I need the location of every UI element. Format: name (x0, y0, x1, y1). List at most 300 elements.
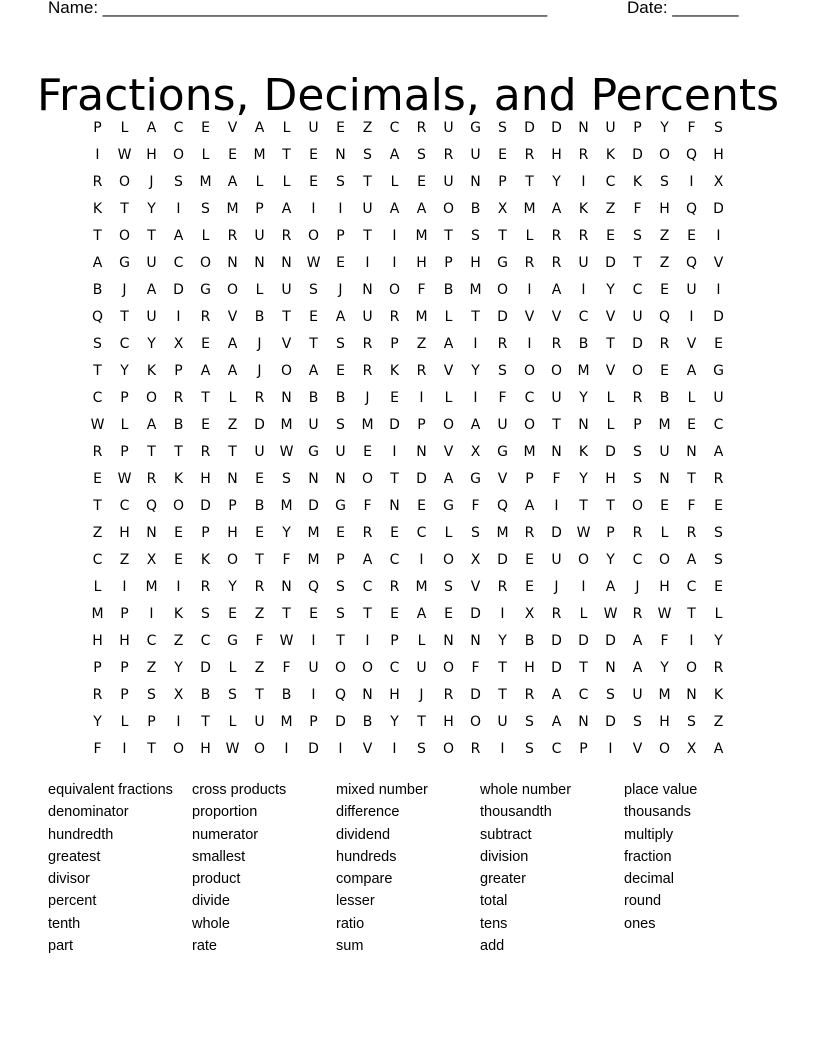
grid-letter[interactable]: Z (173, 632, 184, 649)
grid-letter[interactable]: U (308, 119, 319, 136)
grid-letter[interactable]: S (417, 740, 426, 757)
grid-letter[interactable]: J (257, 335, 262, 352)
grid-letter[interactable]: N (578, 713, 589, 730)
grid-letter[interactable]: F (282, 551, 291, 568)
grid-letter[interactable]: E (660, 281, 669, 298)
grid-letter[interactable]: T (498, 686, 507, 703)
grid-letter[interactable]: R (200, 443, 211, 460)
grid-letter[interactable]: L (525, 227, 534, 244)
grid-letter[interactable]: X (173, 686, 184, 703)
grid-letter[interactable]: T (606, 335, 615, 352)
grid-letter[interactable]: B (659, 389, 670, 406)
grid-letter[interactable]: W (279, 443, 294, 460)
grid-letter[interactable]: R (524, 686, 535, 703)
grid-letter[interactable]: V (551, 308, 562, 325)
grid-letter[interactable]: T (93, 497, 102, 514)
grid-letter[interactable]: T (201, 713, 210, 730)
grid-letter[interactable]: P (93, 659, 102, 676)
grid-letter[interactable]: M (199, 173, 212, 190)
grid-letter[interactable]: E (525, 551, 534, 568)
grid-letter[interactable]: H (227, 524, 238, 541)
grid-letter[interactable]: H (200, 740, 211, 757)
grid-letter[interactable]: N (578, 416, 589, 433)
grid-letter[interactable]: H (200, 470, 211, 487)
grid-letter[interactable]: V (443, 362, 454, 379)
grid-letter[interactable]: N (416, 443, 427, 460)
grid-letter[interactable]: I (419, 551, 424, 568)
grid-letter[interactable]: C (713, 416, 724, 433)
grid-letter[interactable]: M (415, 308, 428, 325)
grid-letter[interactable]: A (524, 497, 535, 514)
grid-letter[interactable]: O (631, 497, 644, 514)
grid-letter[interactable]: J (338, 281, 343, 298)
grid-letter[interactable]: I (95, 146, 100, 163)
grid-letter[interactable]: H (389, 686, 400, 703)
grid-letter[interactable]: T (579, 659, 588, 676)
grid-letter[interactable]: V (281, 335, 292, 352)
grid-letter[interactable]: J (365, 389, 370, 406)
grid-letter[interactable]: I (689, 632, 694, 649)
grid-letter[interactable]: E (336, 524, 345, 541)
grid-letter[interactable]: I (581, 578, 586, 595)
grid-letter[interactable]: O (685, 659, 698, 676)
grid-letter[interactable]: F (687, 497, 696, 514)
grid-letter[interactable]: N (470, 632, 481, 649)
grid-letter[interactable]: R (227, 227, 238, 244)
grid-letter[interactable]: Y (579, 389, 588, 406)
grid-letter[interactable]: F (417, 281, 426, 298)
grid-letter[interactable]: U (254, 713, 265, 730)
grid-letter[interactable]: I (716, 227, 721, 244)
grid-letter[interactable]: O (361, 659, 374, 676)
grid-letter[interactable]: E (687, 227, 696, 244)
grid-letter[interactable]: B (470, 200, 481, 217)
grid-letter[interactable]: A (605, 578, 616, 595)
grid-letter[interactable]: X (146, 551, 157, 568)
grid-letter[interactable]: R (551, 605, 562, 622)
grid-letter[interactable]: I (581, 281, 586, 298)
grid-letter[interactable]: P (579, 740, 588, 757)
grid-letter[interactable]: A (686, 551, 697, 568)
grid-letter[interactable]: F (660, 632, 669, 649)
grid-letter[interactable]: S (498, 362, 507, 379)
grid-letter[interactable]: D (470, 605, 481, 622)
grid-letter[interactable]: S (471, 524, 480, 541)
grid-letter[interactable]: C (578, 686, 589, 703)
grid-letter[interactable]: P (390, 632, 399, 649)
grid-letter[interactable]: I (176, 200, 181, 217)
grid-letter[interactable]: C (605, 173, 616, 190)
grid-letter[interactable]: U (443, 119, 454, 136)
grid-letter[interactable]: W (117, 470, 132, 487)
grid-letter[interactable]: L (120, 416, 129, 433)
grid-letter[interactable]: D (497, 551, 508, 568)
grid-letter[interactable]: G (470, 119, 481, 136)
grid-letter[interactable]: C (119, 335, 130, 352)
grid-letter[interactable]: S (147, 686, 156, 703)
grid-letter[interactable]: E (336, 362, 345, 379)
grid-letter[interactable]: D (335, 713, 346, 730)
grid-letter[interactable]: R (686, 524, 697, 541)
grid-letter[interactable]: I (176, 578, 181, 595)
grid-letter[interactable]: Z (362, 119, 373, 136)
grid-letter[interactable]: K (200, 551, 211, 568)
grid-letter[interactable]: F (633, 200, 642, 217)
grid-letter[interactable]: R (200, 578, 211, 595)
grid-letter[interactable]: M (415, 227, 428, 244)
grid-letter[interactable]: E (606, 227, 615, 244)
grid-letter[interactable]: S (687, 713, 696, 730)
grid-letter[interactable]: Q (145, 497, 158, 514)
grid-letter[interactable]: A (713, 740, 724, 757)
grid-letter[interactable]: N (281, 254, 292, 271)
grid-letter[interactable]: T (93, 362, 102, 379)
grid-letter[interactable]: V (605, 308, 616, 325)
grid-letter[interactable]: L (606, 389, 615, 406)
grid-letter[interactable]: Y (471, 362, 480, 379)
grid-letter[interactable]: B (578, 335, 589, 352)
grid-letter[interactable]: C (173, 119, 184, 136)
grid-letter[interactable]: I (554, 497, 559, 514)
grid-letter[interactable]: E (201, 119, 210, 136)
grid-letter[interactable]: S (525, 713, 534, 730)
grid-letter[interactable]: R (713, 470, 724, 487)
grid-letter[interactable]: M (496, 524, 509, 541)
grid-letter[interactable]: U (146, 308, 157, 325)
grid-letter[interactable]: E (174, 524, 183, 541)
grid-letter[interactable]: C (92, 389, 103, 406)
grid-letter[interactable]: P (147, 713, 156, 730)
grid-letter[interactable]: B (254, 497, 265, 514)
grid-letter[interactable]: W (225, 740, 240, 757)
grid-letter[interactable]: H (470, 254, 481, 271)
grid-letter[interactable]: A (254, 119, 265, 136)
grid-letter[interactable]: Z (227, 416, 238, 433)
grid-letter[interactable]: D (470, 686, 481, 703)
grid-letter[interactable]: Z (659, 227, 670, 244)
grid-letter[interactable]: T (363, 605, 372, 622)
grid-letter[interactable]: C (389, 659, 400, 676)
grid-letter[interactable]: J (419, 686, 424, 703)
grid-letter[interactable]: R (551, 335, 562, 352)
grid-letter[interactable]: L (228, 389, 237, 406)
grid-letter[interactable]: A (227, 173, 238, 190)
grid-letter[interactable]: Y (552, 173, 561, 190)
grid-letter[interactable]: Y (147, 200, 156, 217)
grid-letter[interactable]: A (632, 659, 643, 676)
grid-letter[interactable]: N (578, 119, 589, 136)
grid-letter[interactable]: C (200, 632, 211, 649)
grid-letter[interactable]: O (334, 659, 347, 676)
grid-letter[interactable]: R (659, 335, 670, 352)
grid-letter[interactable]: P (93, 119, 102, 136)
grid-letter[interactable]: H (416, 254, 427, 271)
grid-letter[interactable]: D (605, 713, 616, 730)
grid-letter[interactable]: E (714, 497, 723, 514)
grid-letter[interactable]: A (389, 146, 400, 163)
grid-letter[interactable]: Z (92, 524, 103, 541)
grid-letter[interactable]: T (606, 497, 615, 514)
grid-letter[interactable]: A (686, 362, 697, 379)
grid-letter[interactable]: P (120, 389, 129, 406)
grid-letter[interactable]: I (311, 200, 316, 217)
grid-letter[interactable]: Y (147, 335, 156, 352)
grid-letter[interactable]: M (361, 416, 374, 433)
grid-letter[interactable]: Y (660, 659, 669, 676)
grid-letter[interactable]: C (389, 119, 400, 136)
grid-letter[interactable]: E (336, 119, 345, 136)
grid-letter[interactable]: D (308, 497, 319, 514)
grid-letter[interactable]: B (308, 389, 319, 406)
grid-letter[interactable]: V (470, 578, 481, 595)
grid-letter[interactable]: E (390, 605, 399, 622)
grid-letter[interactable]: D (416, 470, 427, 487)
grid-letter[interactable]: G (497, 443, 508, 460)
grid-letter[interactable]: L (444, 524, 453, 541)
grid-letter[interactable]: F (363, 497, 372, 514)
grid-letter[interactable]: O (523, 416, 536, 433)
grid-letter[interactable]: U (146, 254, 157, 271)
grid-letter[interactable]: D (524, 119, 535, 136)
grid-letter[interactable]: P (120, 605, 129, 622)
grid-letter[interactable]: T (282, 605, 291, 622)
grid-letter[interactable]: T (147, 740, 156, 757)
grid-letter[interactable]: Y (282, 524, 291, 541)
grid-letter[interactable]: G (713, 362, 724, 379)
grid-letter[interactable]: O (658, 146, 671, 163)
grid-letter[interactable]: O (442, 740, 455, 757)
grid-letter[interactable]: F (282, 659, 291, 676)
grid-letter[interactable]: F (471, 659, 480, 676)
grid-letter[interactable]: E (255, 524, 264, 541)
grid-letter[interactable]: U (713, 389, 724, 406)
grid-letter[interactable]: H (659, 578, 670, 595)
grid-letter[interactable]: U (497, 416, 508, 433)
grid-letter[interactable]: S (633, 470, 642, 487)
grid-letter[interactable]: N (551, 443, 562, 460)
grid-letter[interactable]: V (605, 362, 616, 379)
grid-letter[interactable]: C (416, 524, 427, 541)
grid-letter[interactable]: T (363, 227, 372, 244)
grid-letter[interactable]: J (257, 362, 262, 379)
grid-letter[interactable]: G (119, 254, 130, 271)
grid-letter[interactable]: U (659, 443, 670, 460)
grid-letter[interactable]: O (442, 659, 455, 676)
grid-letter[interactable]: I (311, 632, 316, 649)
grid-letter[interactable]: R (551, 254, 562, 271)
grid-letter[interactable]: M (145, 578, 158, 595)
grid-letter[interactable]: I (500, 740, 505, 757)
grid-letter[interactable]: V (443, 443, 454, 460)
grid-letter[interactable]: P (120, 659, 129, 676)
grid-letter[interactable]: N (281, 389, 292, 406)
grid-letter[interactable]: E (417, 173, 426, 190)
grid-letter[interactable]: Q (685, 146, 698, 163)
grid-letter[interactable]: E (255, 470, 264, 487)
grid-letter[interactable]: S (417, 146, 426, 163)
grid-letter[interactable]: P (606, 524, 615, 541)
grid-letter[interactable]: U (308, 659, 319, 676)
grid-letter[interactable]: R (281, 227, 292, 244)
grid-letter[interactable]: H (524, 659, 535, 676)
grid-letter[interactable]: B (92, 281, 103, 298)
grid-letter[interactable]: E (336, 254, 345, 271)
grid-letter[interactable]: L (228, 659, 237, 676)
grid-letter[interactable]: D (551, 659, 562, 676)
grid-letter[interactable]: C (551, 740, 562, 757)
grid-letter[interactable]: I (176, 308, 181, 325)
grid-letter[interactable]: H (119, 524, 130, 541)
grid-letter[interactable]: E (309, 173, 318, 190)
grid-letter[interactable]: E (444, 605, 453, 622)
grid-letter[interactable]: L (120, 119, 129, 136)
grid-letter[interactable]: S (471, 227, 480, 244)
grid-letter[interactable]: E (228, 605, 237, 622)
grid-letter[interactable]: K (578, 200, 589, 217)
grid-letter[interactable]: S (363, 146, 372, 163)
grid-letter[interactable]: N (470, 173, 481, 190)
grid-letter[interactable]: Q (496, 497, 509, 514)
grid-letter[interactable]: V (686, 335, 697, 352)
grid-letter[interactable]: D (605, 443, 616, 460)
grid-letter[interactable]: T (120, 200, 129, 217)
grid-letter[interactable]: H (713, 146, 724, 163)
grid-letter[interactable]: N (362, 686, 373, 703)
grid-letter[interactable]: N (443, 632, 454, 649)
grid-letter[interactable]: Y (390, 713, 399, 730)
grid-letter[interactable]: Q (334, 686, 347, 703)
grid-letter[interactable]: N (308, 470, 319, 487)
grid-letter[interactable]: J (635, 578, 640, 595)
grid-letter[interactable]: Z (119, 551, 130, 568)
grid-letter[interactable]: T (228, 443, 237, 460)
grid-letter[interactable]: O (523, 362, 536, 379)
grid-letter[interactable]: B (254, 308, 265, 325)
grid-letter[interactable]: G (308, 443, 319, 460)
grid-letter[interactable]: T (336, 632, 345, 649)
grid-letter[interactable]: S (201, 605, 210, 622)
grid-letter[interactable]: S (498, 119, 507, 136)
grid-letter[interactable]: O (631, 362, 644, 379)
grid-letter[interactable]: Q (91, 308, 104, 325)
grid-letter[interactable]: D (605, 632, 616, 649)
grid-letter[interactable]: P (525, 470, 534, 487)
grid-letter[interactable]: U (551, 389, 562, 406)
grid-letter[interactable]: L (579, 605, 588, 622)
grid-letter[interactable]: A (470, 416, 481, 433)
grid-letter[interactable]: X (497, 200, 508, 217)
grid-letter[interactable]: A (632, 632, 643, 649)
grid-letter[interactable]: Z (146, 659, 157, 676)
grid-letter[interactable]: I (473, 389, 478, 406)
grid-letter[interactable]: W (576, 524, 591, 541)
grid-letter[interactable]: E (228, 146, 237, 163)
grid-letter[interactable]: R (254, 578, 265, 595)
grid-letter[interactable]: C (686, 578, 697, 595)
grid-letter[interactable]: M (469, 281, 482, 298)
grid-letter[interactable]: Y (579, 470, 588, 487)
grid-letter[interactable]: M (307, 524, 320, 541)
grid-letter[interactable]: H (605, 470, 616, 487)
grid-letter[interactable]: U (605, 119, 616, 136)
grid-letter[interactable]: K (173, 470, 184, 487)
grid-letter[interactable]: P (498, 173, 507, 190)
grid-letter[interactable]: T (498, 659, 507, 676)
grid-letter[interactable]: Z (254, 605, 265, 622)
grid-letter[interactable]: U (362, 200, 373, 217)
grid-letter[interactable]: N (686, 686, 697, 703)
grid-letter[interactable]: R (362, 362, 373, 379)
grid-letter[interactable]: T (525, 173, 534, 190)
grid-letter[interactable]: D (200, 659, 211, 676)
grid-letter[interactable]: N (335, 470, 346, 487)
grid-letter[interactable]: V (362, 740, 373, 757)
grid-letter[interactable]: O (658, 551, 671, 568)
grid-letter[interactable]: R (524, 524, 535, 541)
grid-letter[interactable]: T (552, 416, 561, 433)
grid-letter[interactable]: Z (254, 659, 265, 676)
grid-letter[interactable]: O (658, 740, 671, 757)
grid-letter[interactable]: Z (416, 335, 427, 352)
grid-letter[interactable]: O (118, 173, 131, 190)
grid-letter[interactable]: B (200, 686, 211, 703)
grid-letter[interactable]: W (603, 605, 618, 622)
grid-letter[interactable]: C (578, 308, 589, 325)
grid-letter[interactable]: O (442, 200, 455, 217)
grid-letter[interactable]: E (174, 551, 183, 568)
grid-letter[interactable]: D (632, 146, 643, 163)
grid-letter[interactable]: A (443, 335, 454, 352)
grid-letter[interactable]: Y (606, 281, 615, 298)
grid-letter[interactable]: A (281, 200, 292, 217)
grid-letter[interactable]: L (93, 578, 102, 595)
grid-letter[interactable]: T (120, 308, 129, 325)
grid-letter[interactable]: C (389, 551, 400, 568)
grid-letter[interactable]: T (282, 146, 291, 163)
grid-letter[interactable]: D (632, 335, 643, 352)
grid-letter[interactable]: E (390, 524, 399, 541)
grid-letter[interactable]: F (498, 389, 507, 406)
grid-letter[interactable]: N (389, 497, 400, 514)
grid-letter[interactable]: D (200, 497, 211, 514)
grid-letter[interactable]: B (524, 632, 535, 649)
grid-letter[interactable]: R (416, 362, 427, 379)
grid-letter[interactable]: S (336, 416, 345, 433)
grid-letter[interactable]: U (578, 254, 589, 271)
grid-letter[interactable]: S (228, 686, 237, 703)
grid-letter[interactable]: R (524, 254, 535, 271)
grid-letter[interactable]: M (658, 686, 671, 703)
grid-letter[interactable]: T (93, 227, 102, 244)
grid-letter[interactable]: D (551, 632, 562, 649)
grid-letter[interactable]: J (122, 281, 127, 298)
grid-letter[interactable]: T (147, 443, 156, 460)
grid-letter[interactable]: M (226, 200, 239, 217)
grid-letter[interactable]: S (93, 335, 102, 352)
grid-letter[interactable]: U (497, 713, 508, 730)
grid-letter[interactable]: P (336, 551, 345, 568)
grid-letter[interactable]: T (471, 308, 480, 325)
grid-letter[interactable]: S (201, 200, 210, 217)
grid-letter[interactable]: P (444, 254, 453, 271)
grid-letter[interactable]: F (687, 119, 696, 136)
grid-letter[interactable]: F (255, 632, 264, 649)
grid-letter[interactable]: R (443, 146, 454, 163)
grid-letter[interactable]: R (362, 524, 373, 541)
grid-letter[interactable]: M (280, 713, 293, 730)
grid-letter[interactable]: L (201, 146, 210, 163)
grid-letter[interactable]: A (146, 281, 157, 298)
